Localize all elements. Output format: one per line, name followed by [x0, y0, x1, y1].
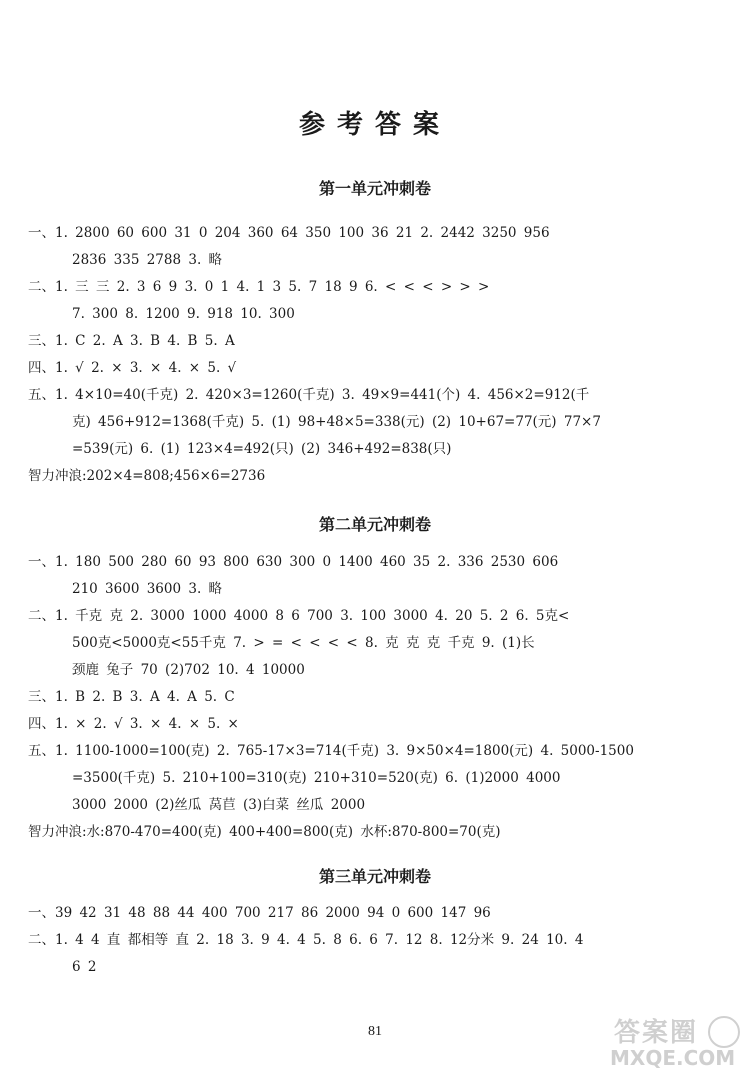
section-heading-2: 第二单元冲刺卷: [318, 515, 431, 534]
answer-line: 7. 300 8. 1200 9. 918 10. 300: [72, 306, 295, 322]
answer-line: 二、1. 三 三 2. 3 6 9 3. 0 1 4. 1 3 5. 7 18 9 6. < < < > > >: [28, 279, 490, 295]
answer-line: 五、1. 4×10=40(千克) 2. 420×3=1260(千克) 3. 49×9=441(个) 4. 456×2=912(千: [28, 387, 590, 403]
answer-line: 一、39 42 31 48 88 44 400 700 217 86 2000 94 0 600 147 96: [28, 905, 491, 921]
answer-line: 四、1. √ 2. × 3. × 4. × 5. √: [28, 360, 237, 376]
answer-line: 三、1. B 2. B 3. A 4. A 5. C: [28, 689, 235, 705]
answer-line: 五、1. 1100-1000=100(克) 2. 765-17×3=714(千克) 3. 9×50×4=1800(元) 4. 5000-1500: [28, 743, 634, 759]
answer-line: 颈鹿 兔子 70 (2)702 10. 4 10000: [72, 662, 305, 678]
watermark-circle-icon: [708, 1016, 740, 1048]
page-number: 81: [368, 1024, 382, 1039]
answer-line: 3000 2000 (2)丝瓜 莴苣 (3)白菜 丝瓜 2000: [72, 797, 366, 813]
answer-line: 四、1. × 2. √ 3. × 4. × 5. ×: [28, 716, 239, 732]
watermark-logo: [604, 1012, 744, 1072]
answer-line: 一、1. 180 500 280 60 93 800 630 300 0 1400 460 35 2. 336 2530 606: [28, 554, 559, 570]
answer-line: 二、1. 千克 克 2. 3000 1000 4000 8 6 700 3. 100 3000 4. 20 5. 2 6. 5克<: [28, 608, 570, 624]
answer-line: 智力冲浪:202×4=808;456×6=2736: [28, 468, 266, 484]
answer-line: 500克<5000克<55千克 7. > = < < < < 8. 克 克 克 千克 9. (1)长: [72, 635, 535, 651]
answer-line: 210 3600 3600 3. 略: [72, 581, 223, 597]
answer-line: 智力冲浪:水:870-470=400(克) 400+400=800(克) 水杯:870-800=70(克): [28, 824, 501, 840]
watermark-bottom-text: MXQE.COM: [610, 1046, 736, 1070]
answer-line: 2836 335 2788 3. 略: [72, 252, 223, 268]
section-heading-3: 第三单元冲刺卷: [318, 867, 431, 886]
section-heading-1: 第一单元冲刺卷: [318, 179, 431, 198]
answer-line: 一、1. 2800 60 600 31 0 204 360 64 350 100 36 21 2. 2442 3250 956: [28, 225, 550, 241]
answer-line: 二、1. 4 4 直 都相等 直 2. 18 3. 9 4. 4 5. 8 6. 6 7. 12 8. 12分米 9. 24 10. 4: [28, 932, 584, 948]
answer-line: =3500(千克) 5. 210+100=310(克) 210+310=520(克) 6. (1)2000 4000: [72, 770, 561, 786]
watermark-top-text: 答案圈: [614, 1018, 699, 1048]
answer-line: 克) 456+912=1368(千克) 5. (1) 98+48×5=338(元) (2) 10+67=77(元) 77×7: [72, 414, 601, 430]
answer-line: =539(元) 6. (1) 123×4=492(只) (2) 346+492=838(只): [72, 441, 452, 457]
answer-line: 三、1. C 2. A 3. B 4. B 5. A: [28, 333, 235, 349]
answer-line: 6 2: [72, 959, 97, 975]
page-title: 参考答案: [298, 110, 451, 140]
